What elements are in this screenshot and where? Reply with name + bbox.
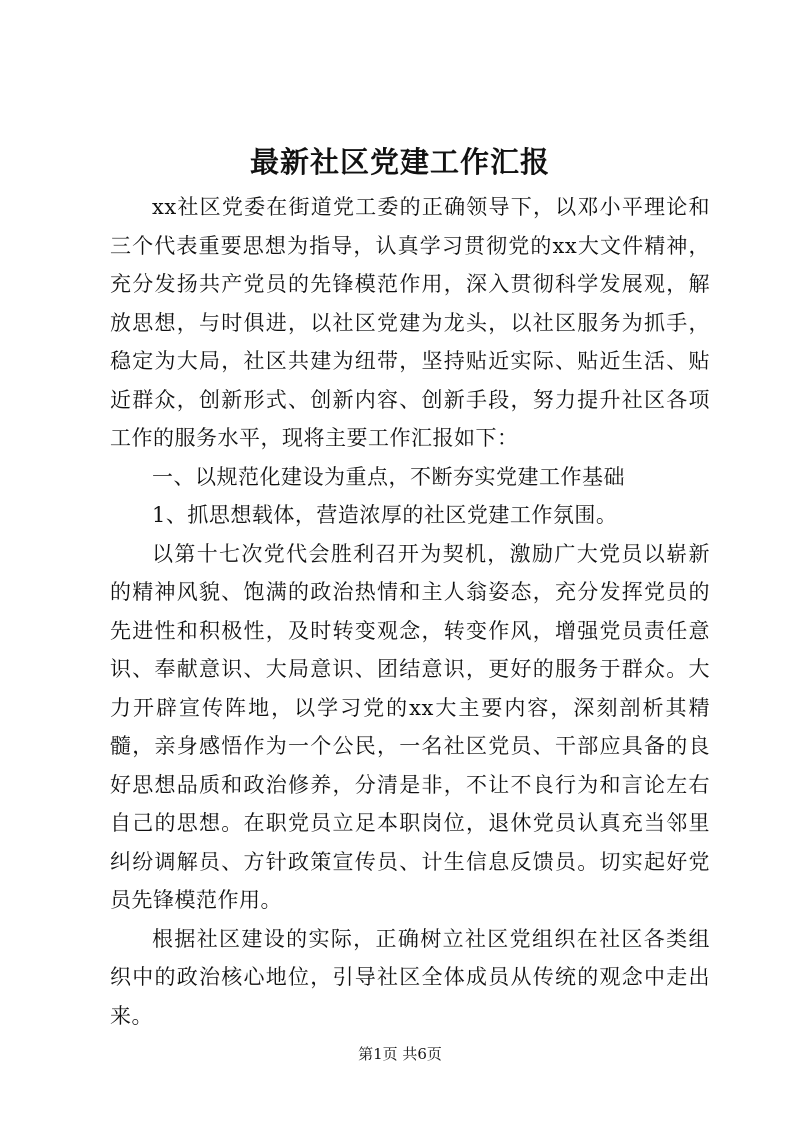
subsection-heading-1: 1、抓思想载体，营造浓厚的社区党建工作氛围。 (152, 503, 618, 527)
document-title: 最新社区党建工作汇报 (249, 145, 550, 179)
paragraph-intro: xx社区党委在街道党工委的正确领导下，以邓小平理论和三个代表重要思想为指导，认真学习贯彻党的xx大文件精神，充分发扬共产党员的先锋模范作用，深入贯彻科学发展观，解放思想，与时俱进，以社区党建为龙头，以社区服务为抓手，稳定为大局，社区共建为纽带，坚持贴近实际、贴近生活、贴近群众，创新形式、创新内容、创新手段，努力提升社区各项工作的服务水平，现将主要工作汇报如下： (110, 195, 710, 450)
paragraph-body-2: 根据社区建设的实际，正确树立社区党组织在社区各类组织中的政治核心地位，引导社区全体成员从传统的观念中走出来。 (110, 926, 710, 1028)
paragraph-body-1: 以第十七次党代会胜利召开为契机，激励广大党员以崭新的精神风貌、饱满的政治热情和主人翁姿态，充分发挥党员的先进性和积极性，及时转变观念，转变作风，增强党员责任意识、奉献意识、大局意识、团结意识，更好的服务于群众。大力开辟宣传阵地，以学习党的xx大主要内容，深刻剖析其精髓，亲身感悟作为一个公民，一名社区党员、干部应具备的良好思想品质和政治修养，分清是非，不让不良行为和言论左右自己的思想。在职党员立足本职岗位，退休党员认真充当邻里纠纷调解员、方针政策宣传员、计生信息反馈员。切实起好党员先锋模范作用。 (110, 541, 710, 912)
section-heading-1: 一、以规范化建设为重点，不断夯实党建工作基础 (152, 464, 625, 489)
document-body (110, 188, 710, 1035)
page-number-footer: 第1页 共6页 (358, 1045, 442, 1063)
